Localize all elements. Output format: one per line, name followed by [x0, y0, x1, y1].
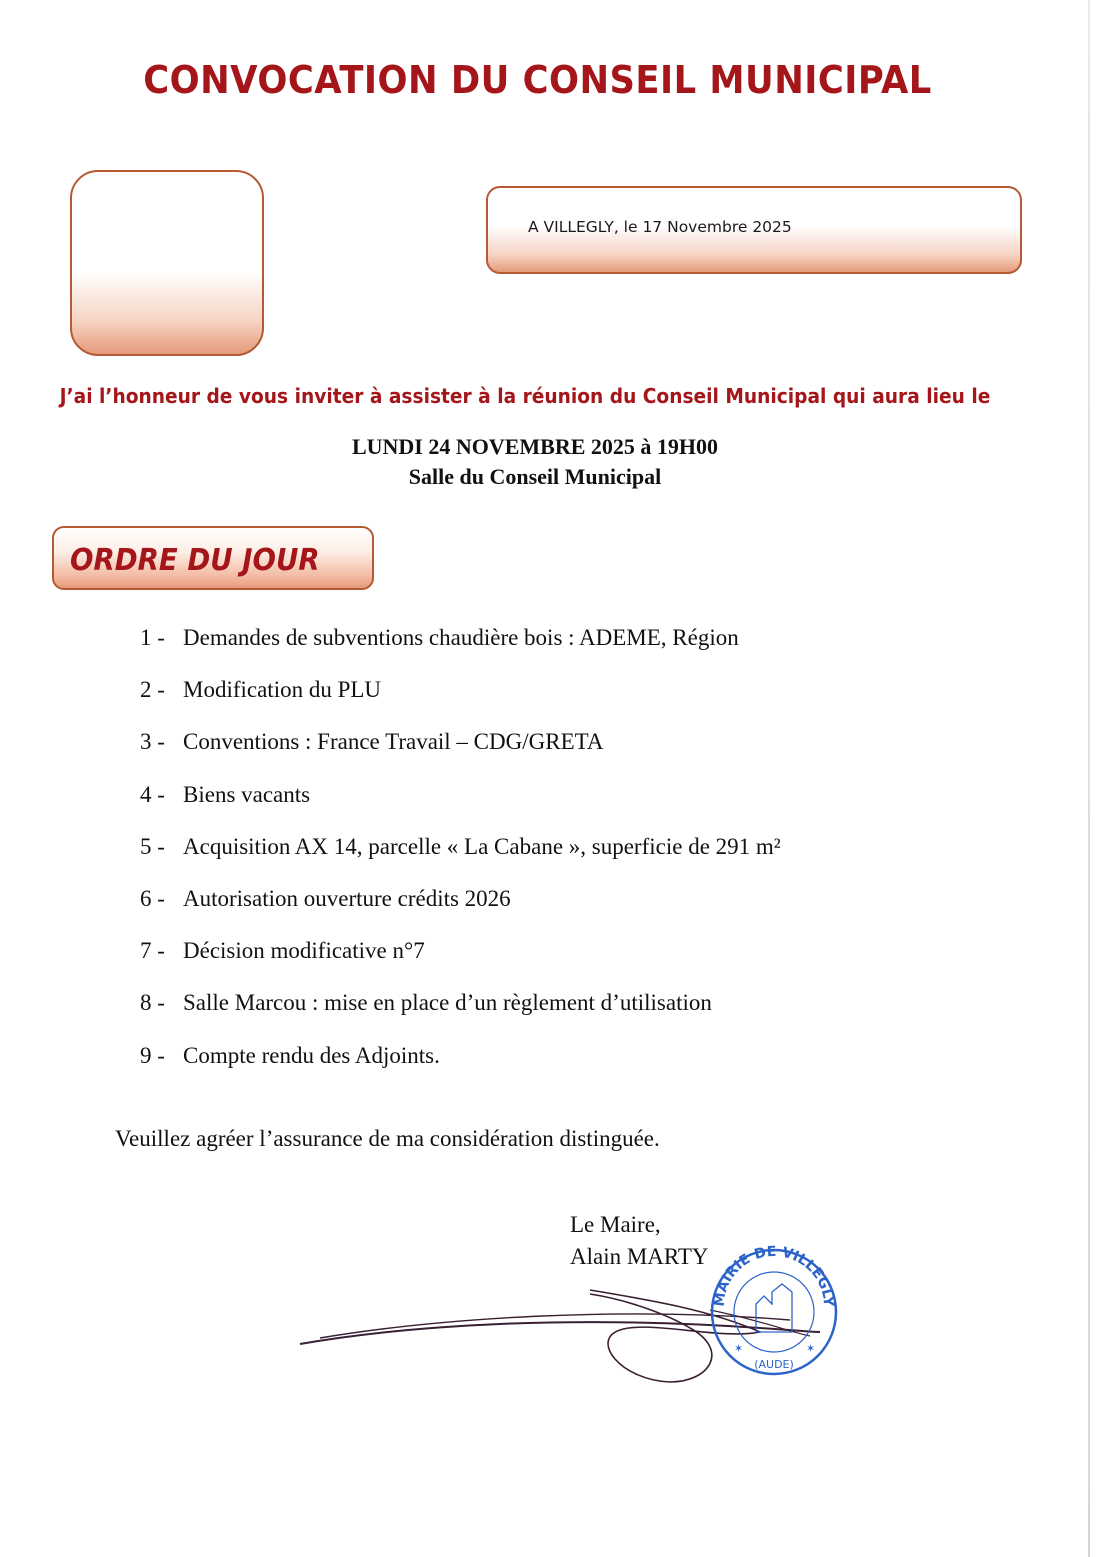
date-line: A VILLEGLY, le 17 Novembre 2025	[528, 218, 792, 236]
agenda-item-number: 7 -	[140, 938, 165, 964]
svg-text:✶: ✶	[806, 1342, 816, 1355]
closing-formula: Veuillez agréer l’assurance de ma considération distinguée.	[115, 1126, 660, 1151]
mairie-stamp	[704, 1240, 844, 1380]
agenda-item-text: Modification du PLU	[183, 677, 382, 703]
agenda-item-number: 9 -	[140, 1042, 165, 1068]
agenda-item-number: 1 -	[140, 625, 165, 651]
agenda-item-number: 5 -	[140, 833, 165, 859]
svg-text:✶: ✶	[734, 1342, 744, 1355]
agenda-item-text: Acquisition AX 14, parcelle « La Cabane », superficie de 291 m²	[183, 833, 781, 859]
agenda-item	[140, 664, 940, 716]
agenda-item	[140, 769, 940, 821]
agenda-item-text: Autorisation ouverture crédits 2026	[183, 886, 511, 912]
agenda-item-number: 8 -	[140, 990, 165, 1016]
agenda-item	[140, 612, 940, 664]
agenda-item	[140, 1030, 940, 1082]
agenda-item-number: 6 -	[140, 886, 165, 912]
agenda-item-number: 4 -	[140, 781, 165, 807]
agenda-item-text: Demandes de subventions chaudière bois : ADEME, Région	[183, 625, 739, 651]
agenda-list	[140, 612, 940, 1082]
page-edge	[1088, 0, 1090, 1557]
meeting-place: Salle du Conseil Municipal	[408, 464, 662, 489]
agenda-item-number: 3 -	[140, 729, 165, 755]
agenda-heading-box	[52, 526, 374, 590]
agenda-item-number: 2 -	[140, 677, 165, 703]
agenda-item	[140, 977, 940, 1029]
agenda-item-text: Conventions : France Travail – CDG/GRETA	[183, 729, 604, 755]
invitation-text: J’ai l’honneur de vous inviter à assister à la réunion du Conseil Municipal qui aura lieu le	[59, 384, 991, 408]
signatory-title: Le Maire,	[570, 1212, 661, 1237]
meeting-info	[0, 432, 1070, 492]
agenda-item-text: Décision modificative n°7	[183, 938, 425, 964]
signatory-name: Alain MARTY	[570, 1244, 709, 1269]
agenda-heading: ORDRE DU JOUR	[70, 543, 320, 578]
svg-text:MAIRIE DE VILLEGLY	[712, 1244, 837, 1308]
agenda-item	[140, 925, 940, 977]
agenda-item	[140, 873, 940, 925]
stamp-bottom-text: (AUDE)	[754, 1358, 794, 1371]
meeting-datetime: LUNDI 24 NOVEMBRE 2025 à 19H00	[351, 434, 719, 459]
agenda-item-text: Compte rendu des Adjoints.	[183, 1042, 440, 1068]
agenda-item-text: Salle Marcou : mise en place d’un règlement d’utilisation	[183, 990, 712, 1016]
stamp-top-text: MAIRIE DE VILLEGLY	[711, 1243, 837, 1308]
document-title: CONVOCATION DU CONSEIL MUNICIPAL	[143, 58, 932, 102]
agenda-item-text: Biens vacants	[183, 781, 311, 807]
agenda-item	[140, 716, 940, 768]
logo-placeholder-box	[70, 170, 264, 356]
agenda-item	[140, 821, 940, 873]
date-box	[486, 186, 1022, 274]
